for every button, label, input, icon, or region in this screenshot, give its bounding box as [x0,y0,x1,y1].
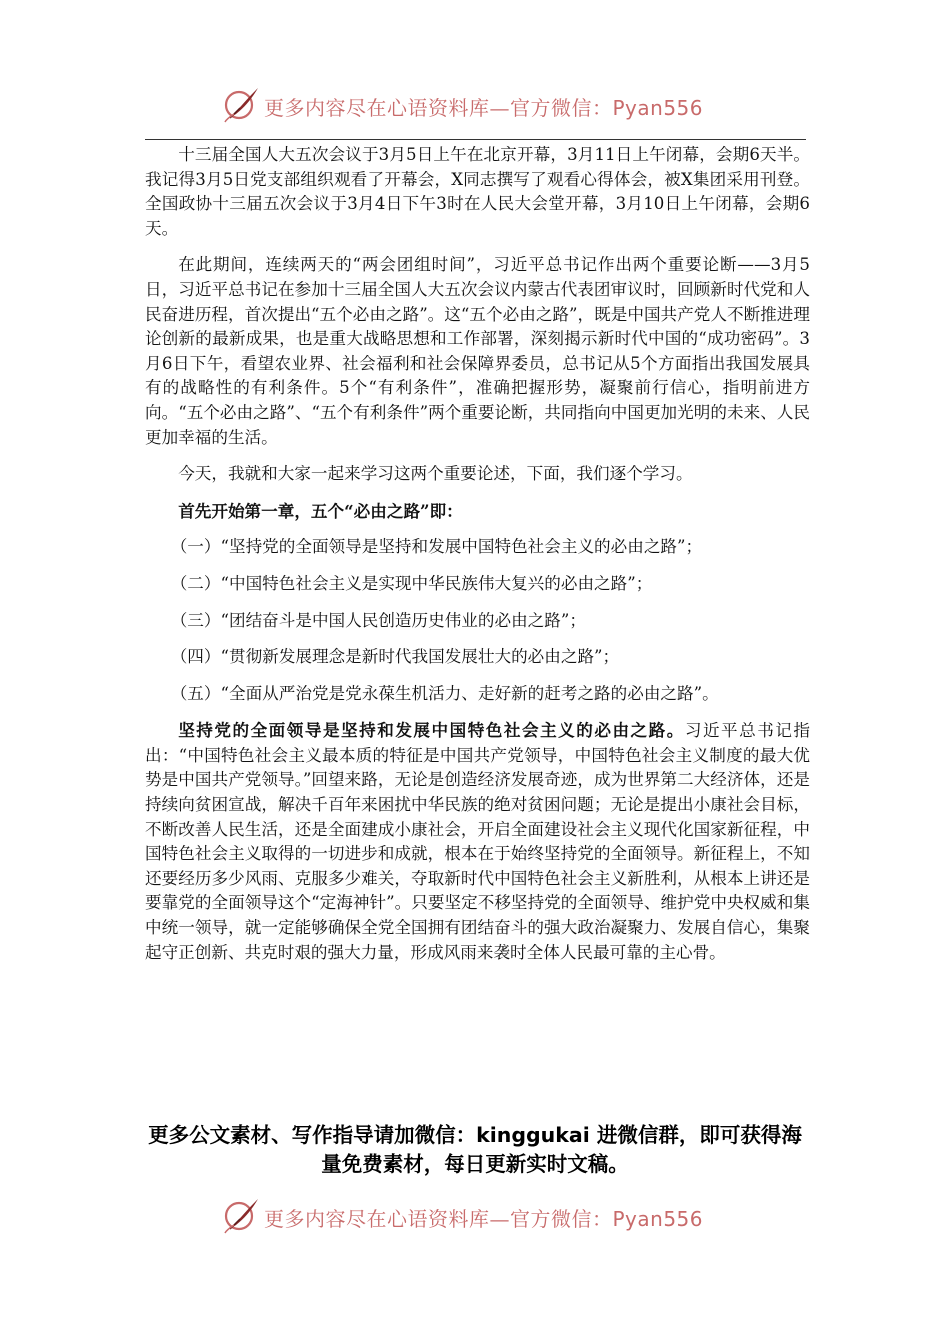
list-item: （一）“坚持党的全面领导是坚持和发展中国特色社会主义的必由之路”； [170,537,703,557]
list-item: （五）“全面从严治党是党永葆生机活力、走好新的赶考之路的必由之路”。 [170,683,719,703]
header-divider [145,139,806,140]
paragraph-1: 十三届全国人大五次会议于3月5日上午在北京开幕，3月11日上午闭幕，会期6天半。我记得3月5日党支部组织观看了开幕会，X同志撰写了观看心得体会，被X集团采用刊登。全国政协十三届五次会议于3月4日下午3时在人民大会堂开幕，3月10日上午闭幕，会期6天。 [145,145,810,238]
footer-note: 更多公文素材、写作指导请加微信：kinggukai 进微信群，即可获得海量免费素材，每日更新实时文稿。 [148,1123,802,1176]
brand-title: 更多内容尽在心语资料库—官方微信： [264,96,613,120]
paragraph-5-body: 习近平总书记指出：“中国特色社会主义最本质的特征是中国共产党领导，中国特色社会主义制度的最大优势是中国共产党领导。”回望来路，无论是创造经济发展奇迹，成为世界第二大经济体，还是持续向贫困宣战，解决千百年来困扰中华民族的绝对贫困问题；无论是提出小康社会目标，不断改善人民生活，还是全面建成小康社会，开启全面建设社会主义现代化国家新征程，中国特色社会主义取得的一切进步和成就，根本在于始终坚持党的全面领导。新征程上，不知还要经历多少风雨、克服多少难关，夺取新时代中国特色社会主义新胜利，从根本上讲还是要靠党的全面领导这个“定海神针”。只要坚定不移坚持党的全面领导、维护党中央权威和集中统一领导，就一定能够确保全党全国拥有团结奋斗的强大政治凝聚力、发展自信心，集聚起守正创新、共克时艰的强大力量，形成风雨来袭时全体人民最可靠的主心骨。 [145,721,811,962]
chapter-heading: 首先开始第一章，五个“必由之路”即： [178,500,463,521]
quill-logo-icon [222,84,264,124]
brand-banner [222,1195,742,1235]
paragraph-5-lead: 坚持党的全面领导是坚持和发展中国特色社会主义的必由之路。 [178,720,685,741]
list-item: （二）“中国特色社会主义是实现中华民族伟大复兴的必由之路”； [170,573,653,593]
brand-title: 更多内容尽在心语资料库—官方微信： [264,1207,613,1231]
paragraph-5 [145,718,810,965]
quill-logo-icon [222,1195,264,1235]
list-item: （四）“贯彻新发展理念是新时代我国发展壮大的必由之路”； [170,647,620,667]
document-body [145,143,810,977]
brand-text [264,1203,703,1232]
wechat-id: Pyan556 [612,1207,704,1231]
brand-banner [222,84,742,124]
wechat-id: Pyan556 [612,96,704,120]
paragraph-3: 今天，我就和大家一起来学习这两个重要论述，下面，我们逐个学习。 [178,464,693,484]
page-header [0,82,950,126]
page-footer-banner [0,1193,950,1237]
brand-text [264,92,703,121]
paragraph-2: 在此期间，连续两天的“两会团组时间”，习近平总书记作出两个重要论断——3月5日，习近平总书记在参加十三届全国人大五次会议内蒙古代表团审议时，回顾新时代党和人民奋进历程，首次提出“五个必由之路”。这“五个必由之路”，既是中国共产党人不断推进理论创新的最新成果，也是重大战略思想和工作部署，深刻揭示新时代中国的“成功密码”。3月6日下午，看望农业界、社会福利和社会保障界委员，总书记从5个方面指出我国发展具有的战略性的有利条件。5个“有利条件”，准确把握形势，凝聚前行信心，指明前进方向。“五个必由之路”、“五个有利条件”两个重要论断，共同指向中国更加光明的未来、人民更加幸福的生活。 [145,255,810,447]
list-item: （三）“团结奋斗是中国人民创造历史伟业的必由之路”； [170,610,586,630]
